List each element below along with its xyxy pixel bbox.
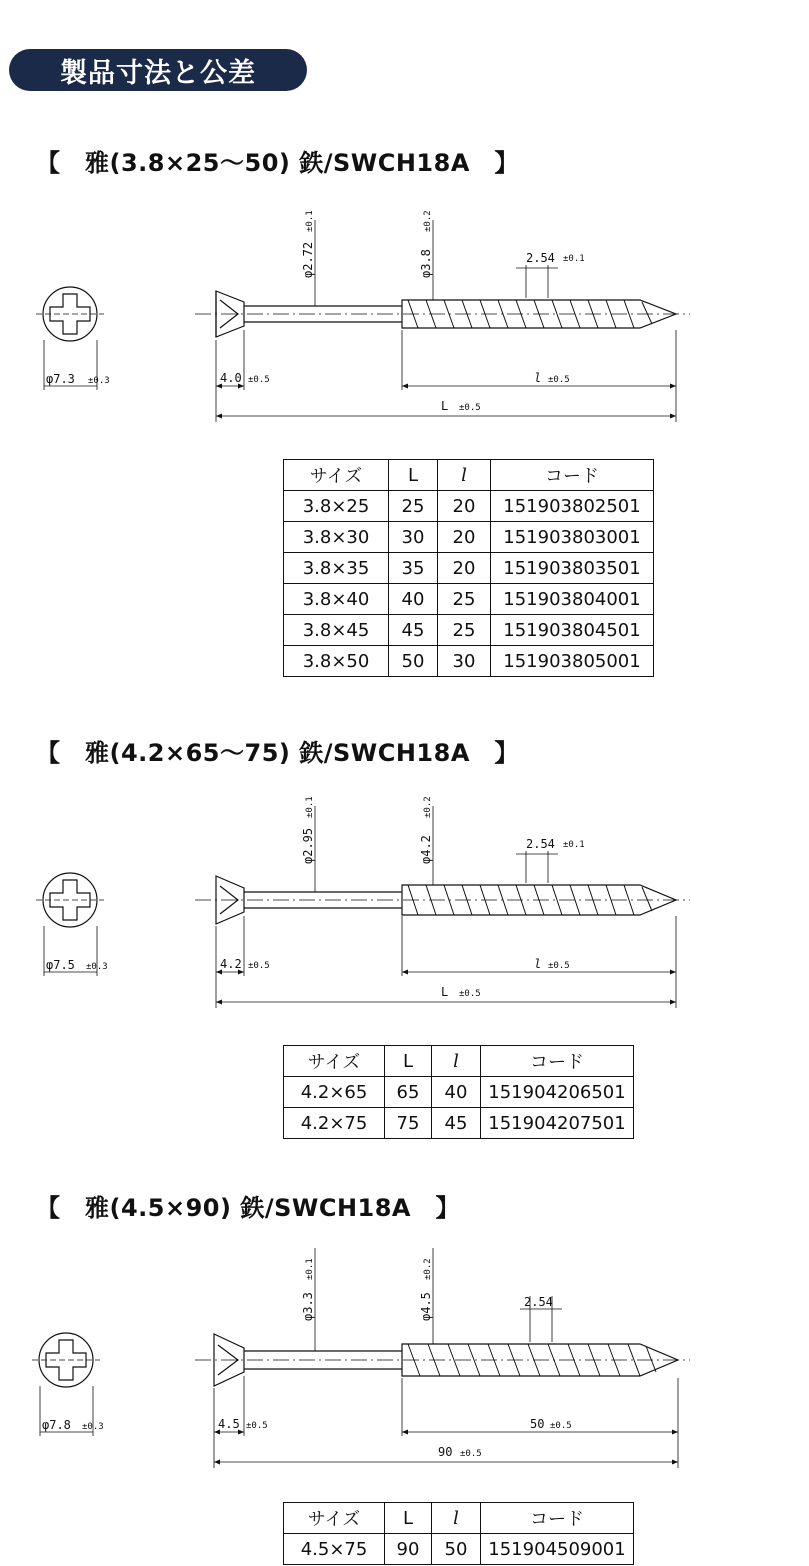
section-1-title: 【 雅(3.8×25〜50) 鉄/SWCH18A 】 (36, 149, 519, 177)
cell-size: 3.8×30 (284, 522, 389, 553)
cell-size: 3.8×35 (284, 553, 389, 584)
head-dia-label: φ7.8 (42, 1418, 71, 1432)
screw-side-view (195, 1334, 690, 1386)
screw-side-view (195, 876, 690, 924)
cell-code: 151903803501 (491, 553, 654, 584)
head-dia-tol: ±0.3 (88, 376, 110, 386)
cell-l: 20 (438, 553, 491, 584)
cell-size: 3.8×40 (284, 584, 389, 615)
thread-length-label: l (534, 371, 542, 385)
head-height-tol: ±0.5 (246, 1421, 268, 1431)
col-l: l (438, 460, 491, 491)
cell-size: 3.8×25 (284, 491, 389, 522)
screw-drawing-1 (0, 190, 809, 430)
head-dia-tol: ±0.3 (86, 962, 108, 972)
table-row (284, 1534, 634, 1565)
col-L: L (389, 460, 438, 491)
cell-l: 50 (432, 1534, 481, 1565)
col-l: l (432, 1046, 481, 1077)
table-header-row (284, 460, 654, 491)
cell-l: 20 (438, 491, 491, 522)
pitch-label: 2.54 (526, 837, 555, 851)
cell-L: 40 (389, 584, 438, 615)
total-length-label: L (441, 985, 449, 999)
col-code: コード (481, 1046, 634, 1077)
thread-dia-label: φ3.8 (419, 249, 433, 278)
section-banner (9, 49, 307, 91)
section-2-drawing (0, 776, 809, 1016)
section-3-drawing (0, 1236, 809, 1476)
banner-title: 製品寸法と公差 (60, 57, 256, 89)
head-height-tol: ±0.5 (248, 375, 270, 385)
head-height-tol: ±0.5 (248, 961, 270, 971)
shank-dia-tol: ±0.1 (305, 796, 315, 818)
cell-code: 151904509001 (481, 1534, 634, 1565)
screw-drawing-3 (0, 1236, 809, 1476)
thread-length-tol: ±0.5 (548, 375, 570, 385)
section-1-drawing (0, 190, 809, 430)
col-size: サイズ (284, 1503, 385, 1534)
table-header-row (284, 1503, 634, 1534)
spec-table-1 (283, 459, 654, 677)
col-size: サイズ (284, 1046, 385, 1077)
cell-L: 50 (389, 646, 438, 677)
cell-code: 151903804001 (491, 584, 654, 615)
thread-length-label: l (534, 957, 542, 971)
head-dia-label: φ7.3 (46, 372, 75, 386)
shank-dia-label: φ3.3 (301, 1292, 315, 1321)
total-length-tol: ±0.5 (459, 403, 481, 413)
cell-L: 90 (385, 1534, 432, 1565)
cell-L: 45 (389, 615, 438, 646)
cell-L: 25 (389, 491, 438, 522)
cell-size: 4.2×75 (284, 1108, 385, 1139)
col-L: L (385, 1046, 432, 1077)
pitch-label: 2.54 (524, 1295, 553, 1309)
cell-code: 151903804501 (491, 615, 654, 646)
head-dia-tol: ±0.3 (82, 1422, 104, 1432)
table-row (284, 646, 654, 677)
thread-length-label: 50 (530, 1417, 545, 1431)
total-length-tol: ±0.5 (459, 989, 481, 999)
cell-L: 30 (389, 522, 438, 553)
cell-size: 4.5×75 (284, 1534, 385, 1565)
table-row (284, 1077, 634, 1108)
head-height-label: 4.0 (220, 371, 242, 385)
thread-dia-tol: ±0.2 (423, 210, 433, 232)
table-row (284, 491, 654, 522)
cell-l: 30 (438, 646, 491, 677)
col-code: コード (481, 1503, 634, 1534)
shank-dia-label: φ2.72 (301, 241, 315, 278)
cell-l: 25 (438, 615, 491, 646)
pitch-label: 2.54 (526, 251, 555, 265)
thread-dia-tol: ±0.2 (423, 796, 433, 818)
shank-dia-label: φ2.95 (301, 827, 315, 864)
cell-L: 35 (389, 553, 438, 584)
cell-code: 151904207501 (481, 1108, 634, 1139)
section-3-title: 【 雅(4.5×90) 鉄/SWCH18A 】 (36, 1194, 461, 1222)
table-row (284, 584, 654, 615)
section-2-title: 【 雅(4.2×65〜75) 鉄/SWCH18A 】 (36, 739, 519, 767)
cell-code: 151904206501 (481, 1077, 634, 1108)
dimension-lines (214, 1248, 678, 1468)
cell-size: 3.8×45 (284, 615, 389, 646)
table-header-row (284, 1046, 634, 1077)
table-row (284, 615, 654, 646)
total-length-tol: ±0.5 (460, 1449, 482, 1459)
cell-size: 3.8×50 (284, 646, 389, 677)
cell-l: 25 (438, 584, 491, 615)
cell-L: 75 (385, 1108, 432, 1139)
cell-l: 20 (438, 522, 491, 553)
head-dia-label: φ7.5 (46, 958, 75, 972)
spec-table-3 (283, 1502, 634, 1565)
thread-dia-label: φ4.2 (419, 835, 433, 864)
cell-size: 4.2×65 (284, 1077, 385, 1108)
cell-l: 45 (432, 1108, 481, 1139)
thread-length-tol: ±0.5 (548, 961, 570, 971)
screw-side-view (195, 291, 690, 337)
cell-code: 151903803001 (491, 522, 654, 553)
col-code: コード (491, 460, 654, 491)
col-size: サイズ (284, 460, 389, 491)
dimension-lines (216, 220, 676, 422)
table-row (284, 522, 654, 553)
table-row (284, 553, 654, 584)
col-l: l (432, 1503, 481, 1534)
cell-code: 151903805001 (491, 646, 654, 677)
spec-table-2 (283, 1045, 634, 1139)
dimension-lines (216, 806, 676, 1008)
total-length-label: L (441, 399, 449, 413)
thread-dia-tol: ±0.2 (423, 1258, 433, 1280)
thread-dia-label: φ4.5 (419, 1292, 433, 1321)
pitch-tol: ±0.1 (563, 840, 585, 850)
head-height-label: 4.5 (218, 1417, 240, 1431)
shank-dia-tol: ±0.1 (305, 1258, 315, 1280)
thread-length-tol: ±0.5 (550, 1421, 572, 1431)
col-L: L (385, 1503, 432, 1534)
shank-dia-tol: ±0.1 (305, 210, 315, 232)
head-height-label: 4.2 (220, 957, 242, 971)
cell-L: 65 (385, 1077, 432, 1108)
cell-code: 151903802501 (491, 491, 654, 522)
pitch-tol: ±0.1 (563, 254, 585, 264)
cell-l: 40 (432, 1077, 481, 1108)
screw-drawing-2 (0, 776, 809, 1016)
total-length-label: 90 (438, 1445, 453, 1459)
table-row (284, 1108, 634, 1139)
